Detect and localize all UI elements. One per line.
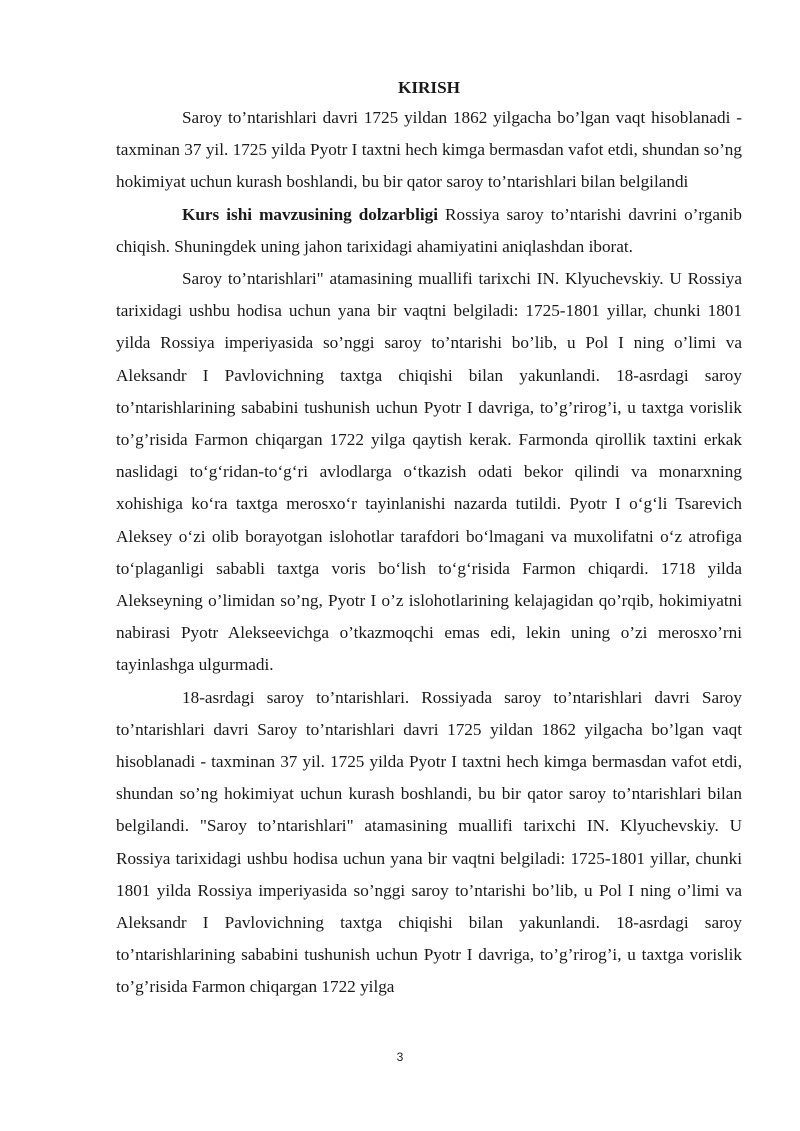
paragraph-text: Rossiya saroy to’ntarishi davrini o’rganib chiqish. Shuningdek uning jahon tarixidagi ahamiyatini aniqlashdan iborat. (116, 204, 742, 256)
paragraph-intro (116, 102, 742, 199)
paragraph-text: 18-asrdagi saroy to’ntarishlari. Rossiyada saroy to’ntarishlari davri Saroy to’ntarishlari davri Saroy to’ntarishlari davri 1725 yildan 1862 yilgacha bo’lgan vaqt hisoblanadi - taxminan 37 yil. 1725 yilda Pyotr I taxtni hech kimga bermasdan vafot etdi, shundan so’ng hokimiyat uchun kurash boshlandi, bu bir qator saroy to’ntarishlari bilan belgilandi. "Saroy to’ntarishlari" atamasining muallifi tarixchi IN. Klyuchevskiy. U Rossiya tarixidagi ushbu hodisa uchun yana bir vaqtni belgiladi: 1725-1801 yillar, chunki 1801 yilda Rossiya imperiyasida so’nggi saroy to’ntarishi bo’lib, u Pol I ning o’limi va Aleksandr I Pavlovichning taxtga chiqishi bilan yakunlandi. 18-asrdagi saroy to’ntarishlarining sababini tushunish uchun Pyotr I davriga, to’g’rirog’i, u taxtga vorislik to’g’risida Farmon chiqargan 1722 yilga (116, 687, 742, 997)
paragraph-text: Saroy to’ntarishlari" atamasining muallifi tarixchi IN. Klyuchevskiy. U Rossiya tarixidagi ushbu hodisa uchun yana bir vaqtni belgiladi: 1725-1801 yillar, chunki 1801 yilda Rossiya imperiyasida so’nggi saroy to’ntarishi bo’lib, u Pol I ning o’limi va Aleksandr I Pavlovichning taxtga chiqishi bilan yakunlandi. 18-asrdagi saroy to’ntarishlarining sababini tushunish uchun Pyotr I davriga, to’g’rirog’i, u taxtga vorislik to’g’risida Farmon chiqargan 1722 yilga qaytish kerak. Farmonda qirollik taxtini erkak naslidagi to‘g‘ridan-to‘g‘ri avlodlarga o‘tkazish odati bekor qilindi va monarxning xohishiga ko‘ra taxtga merosxo‘r tayinlanishi nazarda tutildi. Pyotr I o‘g‘li Tsarevich Aleksey o‘zi olib borayotgan islohotlar tarafdori bo‘lmagani va muxolifatni o‘z atrofiga to‘plaganligi sababli taxtga voris bo‘lish to‘g‘risida Farmon chiqardi. 1718 yilda Alekseyning o’limidan so’ng, Pyotr I o’z islohotlarining kelajagidan qo’rqib, hokimiyatni nabirasi Pyotr Alekseevichga o’tkazmoqchi emas edi, lekin uning o’zi merosxo’rni tayinlashga ulgurmadi. (116, 269, 742, 675)
section-title: KIRISH (397, 78, 461, 97)
paragraph-term-origin (116, 263, 742, 682)
paragraph-lead-bold: Kurs ishi mavzusining dolzarbligi (182, 204, 438, 224)
paragraph-18th-century (116, 682, 742, 1004)
paragraph-text: Saroy to’ntarishlari davri 1725 yildan 1862 yilgacha bo’lgan vaqt hisoblanadi - taxminan 37 yil. 1725 yilda Pyotr I taxtni hech kimga bermasdan vafot etdi, shundan so’ng hokimiyat uchun kurash boshlandi, bu bir qator saroy to’ntarishlari bilan belgilandi (116, 108, 742, 192)
page-number: 3 (396, 1050, 404, 1064)
document-body (116, 74, 742, 1004)
paragraph-relevance (116, 199, 742, 263)
